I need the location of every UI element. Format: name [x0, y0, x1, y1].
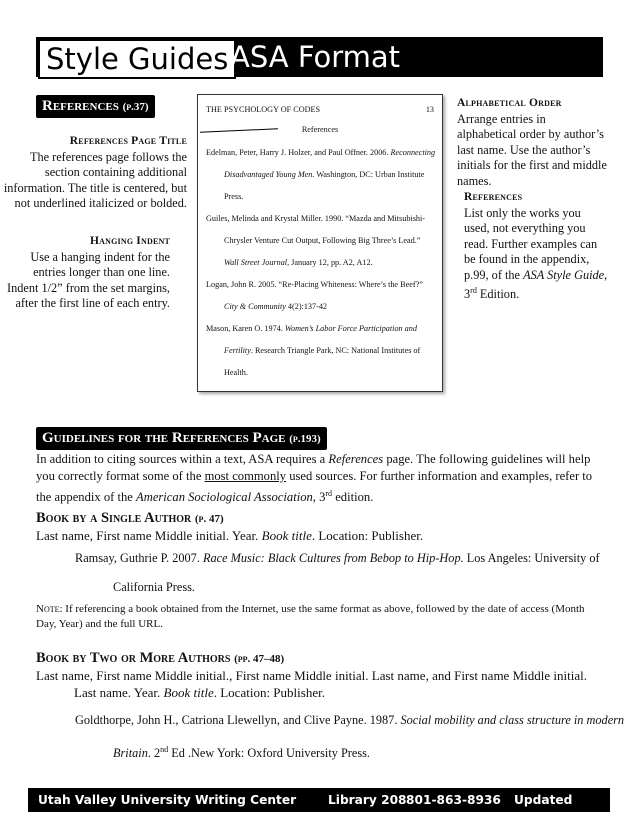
header-prefix: Style Guides	[38, 39, 236, 79]
sample-entry	[206, 142, 436, 208]
section-heading-page: (pp. 47–48)	[234, 653, 285, 665]
note-hanging-indent-heading: Hanging Indent	[90, 235, 170, 247]
format-italic: Book title	[261, 528, 312, 543]
intro-text: In addition to citing sources within a text, ASA requires a	[36, 452, 329, 466]
intro-italic: References	[328, 452, 384, 466]
multi-author-example	[75, 706, 633, 768]
sample-entry	[206, 318, 436, 384]
example-italic: Race Music: Black Cultures from Bebop to Hip-Hop.	[202, 551, 464, 565]
intro-italic: American Sociological Association	[136, 490, 313, 505]
guidelines-label: Guidelines for the References Page	[42, 430, 286, 446]
entry-italic: Women’s Labor Force Participation and Fertility	[224, 324, 417, 355]
guidelines-page: (p.193)	[289, 433, 321, 445]
note-text: : If referencing a book obtained from the Internet, use the same format as above, followed by the date of access (Month Day, Year) and the full URL.	[36, 603, 585, 630]
note-label: Note	[36, 603, 60, 615]
section-heading-page: (p. 47)	[194, 513, 224, 525]
footer-phone: 801-863-8936	[406, 793, 501, 807]
format-text: Last name, First name Middle initial. Year.	[36, 528, 262, 543]
sample-entry	[206, 208, 436, 274]
sample-running-head: THE PSYCHOLOGY OF CODES	[206, 105, 321, 114]
intro-paragraph	[36, 451, 602, 506]
note-references-heading: References	[464, 191, 523, 203]
example-text: . 2	[147, 746, 161, 761]
page-title: ASA Format	[230, 40, 401, 74]
sample-entries	[206, 142, 436, 384]
footer-org: Utah Valley University Writing Center	[38, 793, 297, 807]
sample-entry	[206, 274, 436, 318]
single-author-format	[36, 527, 602, 544]
single-author-example	[75, 544, 633, 602]
references-page: (p.37)	[122, 101, 149, 113]
footer-bar	[28, 788, 610, 831]
entry-italic: Reconnecting Disadvantaged Young Men.	[224, 148, 436, 179]
footer-location: Library 208	[328, 793, 407, 807]
sample-title: References	[301, 125, 339, 134]
section-heading-text: Book by a Single Author	[36, 510, 192, 526]
single-author-heading	[36, 510, 602, 528]
format-text: . Location: Publisher.	[213, 685, 325, 700]
sample-references-page	[197, 94, 443, 392]
entry-text: Logan, John R. 2005. “Re-Placing Whiteness: Where’s the Beef?”	[206, 280, 423, 289]
entry-text: Mason, Karen O. 1974.	[206, 324, 285, 333]
example-italic: Social mobility and class structure in modern Britain	[113, 713, 625, 761]
note-italic: ASA Style Guide,	[523, 267, 608, 282]
note-hanging-indent	[0, 234, 170, 312]
section-heading-text: Book by Two or More Authors	[36, 650, 231, 666]
references-bar	[36, 95, 155, 118]
entry-text: 4(2):137-42	[285, 302, 328, 311]
sample-page-number: 13	[425, 105, 434, 114]
footer-updated: Updated 2011	[514, 793, 573, 831]
note-references-text	[464, 206, 609, 303]
intro-text: used sources. For further information and examples, refer to the appendix of the	[36, 469, 593, 505]
intro-text: page. The following guidelines will help you correctly format some of the	[36, 452, 591, 483]
note-text: Edition.	[476, 287, 520, 302]
entry-text: Guiles, Melinda and Krystal Miller. 1990. “Mazda and Mitsubishi-Chrysler Venture Cut Output, Following Big Three’s Lead.”	[206, 214, 425, 245]
guidelines-bar	[36, 427, 327, 450]
multi-author-format	[36, 667, 602, 701]
note-text: List only the works you used, not everything you read. Further examples can be found in the appendix, p.99, of the	[464, 205, 598, 282]
entry-italic: Wall Street Journal	[224, 258, 288, 267]
entry-text: . Research Triangle Park, NC: National Institutes of Health.	[224, 346, 421, 377]
intro-sup: rd	[325, 489, 333, 498]
note-page-title-text: The references page follows the section containing additional information. The title is centered, but not underlined italicized or bolded.	[3, 149, 187, 210]
note-references	[464, 190, 609, 303]
format-text: Last name, First name Middle initial., First name Middle initial. Last name, and First name Middle initial. Last name. Year.	[36, 668, 587, 700]
example-text: Goldthorpe, John H., Catriona Llewellyn, and Clive Payne. 1987.	[75, 713, 401, 727]
entry-text: , January 12, pp. A2, A12.	[287, 258, 373, 267]
intro-text: , 3	[312, 490, 326, 505]
note-alphabetical-text: Arrange entries in alphabetical order by author’s last name. Use the author’s initials for the first and middle names.	[457, 111, 607, 188]
entry-text: Edelman, Peter, Harry J. Holzer, and Paul Offner. 2006.	[206, 148, 391, 157]
note-hanging-indent-text: Use a hanging indent for the entries longer than one line. Indent 1/2” from the set margins, after the first line of each entry.	[6, 249, 170, 310]
example-text: Ed .New York: Oxford University Press.	[168, 746, 371, 761]
intro-text: edition.	[332, 490, 374, 505]
format-text: . Location: Publisher.	[311, 528, 424, 543]
note-page-title	[0, 134, 187, 212]
entry-text: Washington, DC: Urban Institute Press.	[224, 170, 425, 201]
note-alphabetical-heading: Alphabetical Order	[457, 97, 562, 109]
multi-author-heading	[36, 650, 602, 668]
example-text: Los Angeles: University of California Press.	[113, 551, 600, 594]
note-sup: rd	[470, 286, 477, 295]
intro-underline: most commonly	[204, 469, 287, 483]
note-alphabetical	[457, 96, 607, 189]
example-sup: nd	[160, 745, 169, 754]
entry-italic: City & Community	[224, 302, 286, 311]
note-page-title-heading: References Page Title	[69, 135, 187, 147]
references-label: References	[42, 98, 119, 114]
format-italic: Book title	[163, 685, 214, 700]
single-author-note	[36, 602, 602, 632]
note-text: 3	[464, 287, 471, 302]
example-text: Ramsay, Guthrie P. 2007.	[75, 551, 203, 565]
